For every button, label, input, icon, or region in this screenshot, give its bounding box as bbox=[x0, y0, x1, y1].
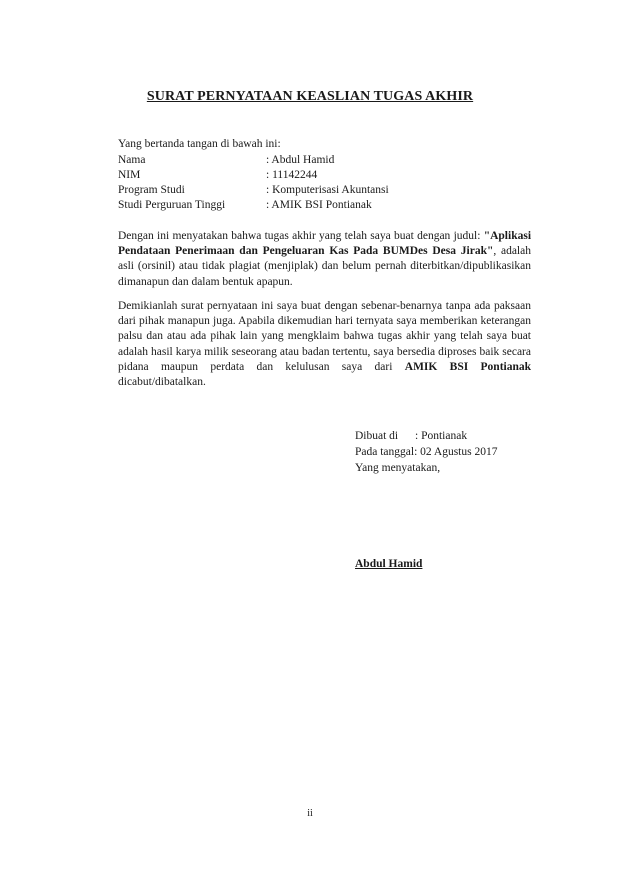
institution-name: AMIK BSI Pontianak bbox=[404, 360, 532, 373]
field-row-program bbox=[118, 183, 389, 198]
page-number: ii bbox=[307, 808, 313, 819]
field-row-name bbox=[118, 153, 389, 168]
field-value: : AMIK BSI Pontianak bbox=[266, 199, 372, 211]
field-label: Nama bbox=[118, 154, 146, 166]
paragraph-rest: , adalah asli (orsinil) atau tidak plagiat (menjiplak) dan belum pernah diterbitkan/dipublikasikan dimanapun dan dalam bentuk apapun. bbox=[118, 245, 531, 288]
closing-paragraph bbox=[118, 299, 531, 390]
field-label: Program Studi bbox=[118, 184, 185, 196]
identity-fields bbox=[118, 153, 389, 213]
field-value: : 11142244 bbox=[266, 169, 318, 181]
date-line: Pada tanggal: 02 Agustus 2017 bbox=[355, 446, 498, 458]
field-value: : Abdul Hamid bbox=[266, 154, 335, 166]
intro-text: Yang bertanda tangan di bawah ini: bbox=[118, 138, 281, 150]
place-line bbox=[355, 428, 497, 444]
signer-name: Abdul Hamid bbox=[355, 558, 423, 570]
statement-paragraph bbox=[118, 229, 531, 290]
signature-block bbox=[355, 428, 497, 476]
field-row-institution bbox=[118, 198, 389, 213]
place-value: : Pontianak bbox=[415, 430, 468, 442]
document-title: SURAT PERNYATAAN KEASLIAN TUGAS AKHIR bbox=[146, 89, 474, 104]
field-row-nim bbox=[118, 168, 389, 183]
closing-end: dicabut/dibatalkan. bbox=[118, 376, 206, 389]
statement-line: Yang menyatakan, bbox=[355, 462, 441, 474]
thesis-title: "Aplikasi Pendataan Penerimaan dan Pengeluaran Kas Pada BUMDes Desa Jirak" bbox=[118, 230, 532, 258]
field-label: NIM bbox=[118, 169, 141, 181]
place-label: Dibuat di bbox=[355, 430, 399, 442]
field-label: Studi Perguruan Tinggi bbox=[118, 199, 226, 211]
paragraph-lead: Dengan ini menyatakan bahwa tugas akhir yang telah saya buat dengan judul: bbox=[118, 230, 481, 242]
closing-text: Demikianlah surat pernyataan ini saya buat dengan sebenar-benarnya tanpa ada paksaan dari pihak manapun juga. Apabila dikemudian hari ternyata saya memberikan keterangan palsu dan atau ada pihak lain yang mengklaim bahwa tugas akhir yang telah saya buat adalah hasil karya milik seseorang atau badan tertentu, saya bersedia diproses baik secara pidana maupun perdata dan kelulusan saya dari bbox=[118, 300, 531, 373]
field-value: : Komputerisasi Akuntansi bbox=[266, 184, 389, 196]
